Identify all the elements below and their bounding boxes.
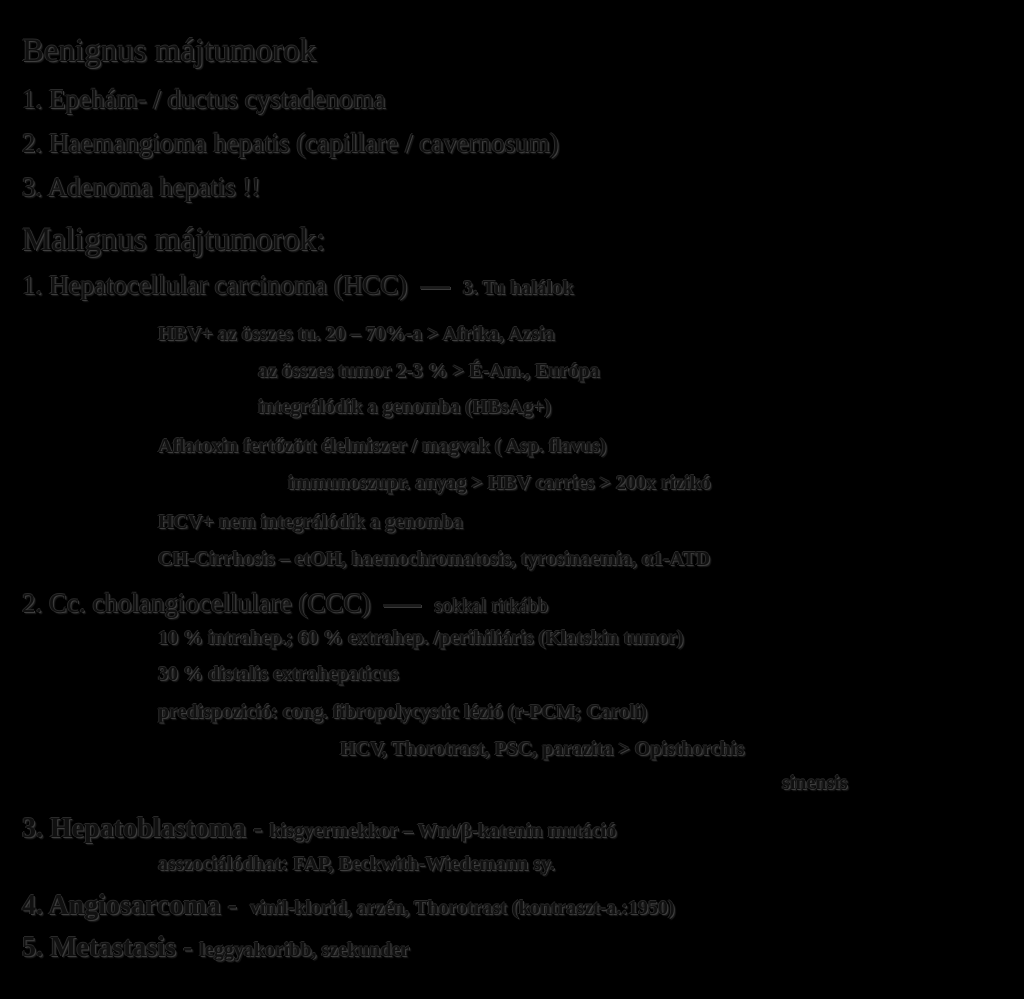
ccc-line-1: 10 % intrahep.; 60 % extrahep. /perihiliáris (Klatskin tumor) [158, 627, 684, 649]
malignant-title: Malignus májtumorok: [22, 222, 326, 258]
ccc-line-3: predispozició: cong. fibropolycystic lézió (r-PCM; Caroli) [158, 701, 648, 723]
hcc-line-3: integrálódik a genomba (HBsAg+) [258, 396, 552, 418]
hcc-line-4: Aflatoxin fertőzött élelmiszer / magvak ( Asp. flavus) [158, 435, 607, 457]
hepatoblastoma-row [22, 813, 616, 845]
hcc-line-5: immunoszupr. anyag > HBV carries > 200x rizikó [288, 472, 711, 494]
hcc-line-6: HCV+ nem integrálódik a genomba [158, 511, 463, 533]
angiosarcoma-heading: 4. Angiosarcoma - [22, 890, 237, 921]
hcc-line-7: CH-Cirrhosis – etOH, haemochromatosis, tyrosinaemia, α1-ATD [158, 548, 711, 570]
hcc-line-1: HBV+ az összes tu. 20 – 70%-a > Afrika, Azsia [158, 323, 555, 345]
hcc-line-2: az összes tumor 2-3 % > É-Am., Európa [258, 360, 600, 382]
benign-item-2: 2. Haemangioma hepatis (capillare / cavernosum) [22, 128, 559, 158]
metastasis-note: leggyakoribb, szekunder [199, 939, 410, 961]
benign-item-1: 1. Epehám- / ductus cystadenoma [22, 84, 386, 114]
hcc-note: 3. Tu halálok [462, 277, 574, 299]
ccc-line-5: sinensis [782, 772, 848, 794]
angiosarcoma-row [22, 890, 675, 922]
ccc-line-4: HCV, Thorotrast, PSC, parazita > Opisthorchis [340, 738, 745, 760]
ccc-heading-row [22, 588, 548, 619]
metastasis-heading: 5. Metastasis - [22, 932, 193, 963]
ccc-line-2: 30 % distalis extrahepaticus [158, 663, 399, 685]
ccc-note: sokkal ritkább [434, 595, 549, 617]
dash-divider [383, 604, 421, 607]
hepatoblastoma-note: kisgyermekkor – Wnt/β-katenin mutáció [269, 820, 617, 842]
metastasis-row [22, 932, 409, 964]
hepatoblastoma-line: asszociálódhat: FAP, Beckwith-Wiedemann sy. [158, 853, 555, 875]
benign-item-3: 3. Adenoma hepatis !! [22, 172, 261, 202]
ccc-heading: 2. Cc. cholangiocellulare (CCC) [22, 588, 371, 618]
hcc-heading-row [22, 270, 573, 301]
hcc-heading: 1. Hepatocellular carcinoma (HCC) [22, 270, 408, 300]
angiosarcoma-note: vinil-klorid, arzén, Thorotrast (kontraszt-a.:1950) [249, 897, 675, 919]
dash-divider [420, 286, 450, 289]
hepatoblastoma-heading: 3. Hepatoblastoma - [22, 813, 263, 844]
benign-title: Benignus májtumorok [22, 33, 317, 69]
